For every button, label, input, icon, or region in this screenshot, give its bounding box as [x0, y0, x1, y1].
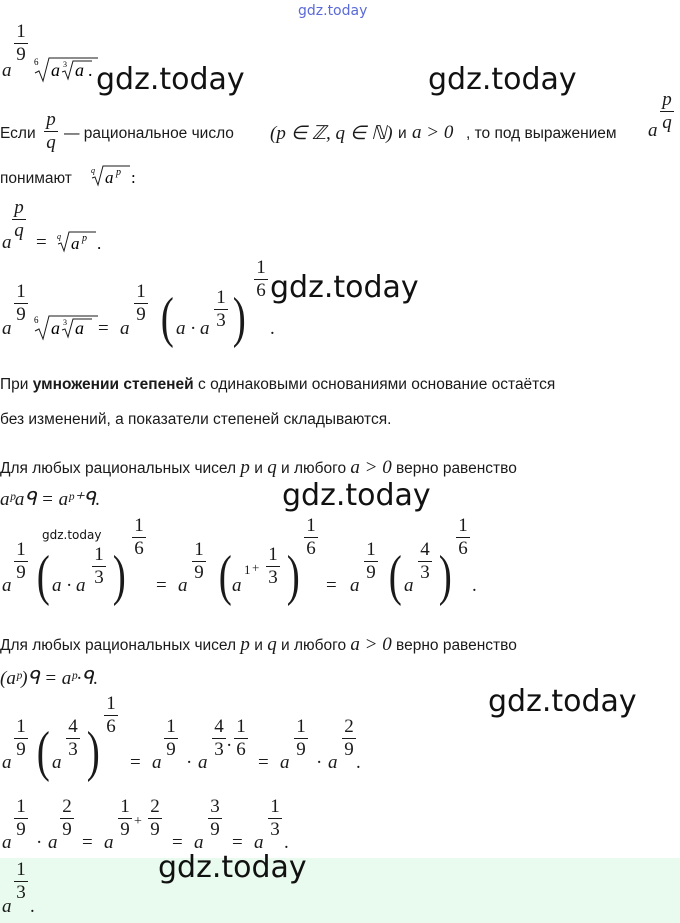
equals-sign: = [98, 318, 109, 339]
watermark: gdz.today [428, 62, 577, 97]
nested-root-expression [32, 55, 102, 88]
svg-text:q: q [91, 166, 95, 175]
fraction-1-9: 1 9 [14, 717, 28, 760]
fraction-1-3: 1 3 [14, 860, 28, 903]
math-a: a [52, 752, 62, 773]
math-a: a [152, 752, 162, 773]
period: . [30, 896, 35, 917]
left-paren: ( [218, 545, 232, 607]
fraction-1-6: 1 6 [304, 516, 318, 559]
math-a: a [2, 752, 12, 773]
svg-text:a: a [75, 318, 84, 338]
math-a: a [176, 318, 186, 339]
dot-operator: · [190, 318, 197, 339]
fraction-1-6: 1 6 [234, 717, 248, 760]
dot-operator: · [186, 752, 193, 773]
svg-text:p: p [82, 233, 87, 244]
left-paren: ( [160, 287, 174, 349]
fraction-1-9: 1 9 [192, 540, 206, 583]
svg-text:3: 3 [63, 318, 67, 327]
math-a: a [200, 318, 210, 339]
math-a: a [48, 832, 58, 853]
fraction-4-3: 4 3 [66, 717, 80, 760]
math-a: a [2, 575, 12, 596]
svg-text:q: q [57, 232, 61, 241]
para-text: и [398, 125, 407, 142]
math-a: a [232, 575, 242, 596]
fraction-1-9: 1 9 [14, 540, 28, 583]
equals-sign: = [156, 575, 167, 596]
para-text: Если [0, 125, 36, 142]
fraction-1-9: 1 9 [14, 282, 28, 325]
svg-text:a: a [105, 168, 114, 187]
watermark: gdz.today [96, 62, 245, 97]
math-a: a [648, 120, 658, 141]
fraction-2-9: 2 9 [60, 797, 74, 840]
nested-root-expression [32, 313, 102, 346]
svg-text:a: a [51, 60, 60, 80]
svg-text::: : [131, 168, 136, 187]
fraction-4-3: 4 3 [418, 540, 432, 583]
right-paren: ) [286, 545, 300, 607]
right-paren: ) [112, 545, 126, 607]
watermark: gdz.today [270, 270, 419, 305]
para-text: без изменений, а показатели степеней складываются. [0, 411, 392, 428]
math-a: a [254, 832, 264, 853]
math-a: a [178, 575, 188, 596]
right-paren: ) [438, 545, 452, 607]
math-a: a [76, 575, 86, 596]
fraction-1-6: 1 6 [104, 694, 118, 737]
answer-highlight [0, 858, 680, 923]
fraction-3-9: 3 9 [208, 797, 222, 840]
math-a: a [280, 752, 290, 773]
equals-sign: = [172, 832, 183, 853]
math-a: a [2, 232, 12, 253]
equals-sign: = [36, 232, 47, 253]
left-paren: ( [36, 721, 50, 783]
equals-sign: = [326, 575, 337, 596]
fraction-1-3: 1 3 [268, 797, 282, 840]
svg-text:p: p [116, 167, 121, 178]
para-text: понимают [0, 170, 72, 187]
identity-product: aᵖaᑫ = aᵖ⁺ᑫ. [0, 489, 101, 510]
fraction-p-q: p q [660, 90, 674, 133]
watermark-small: gdz.today [42, 528, 102, 542]
para-text: , то под выражением [466, 125, 617, 142]
fraction-2-9: 2 9 [342, 717, 356, 760]
svg-text:3: 3 [63, 60, 67, 69]
root-q-a-p [56, 229, 106, 258]
svg-text:a: a [51, 318, 60, 338]
svg-text:.: . [88, 60, 93, 80]
para-text: Для любых рациональных чисел p и q и любого a > 0 верно равенство [0, 634, 517, 655]
plus-sign: + [252, 560, 260, 575]
svg-text:6: 6 [34, 315, 39, 325]
left-paren: ( [388, 545, 402, 607]
math-a: a [328, 752, 338, 773]
period: . [356, 752, 361, 773]
math-a: a [198, 752, 208, 773]
math-a: a [2, 832, 12, 853]
math-a: a [120, 318, 130, 339]
plus-sign: + [134, 814, 142, 829]
math-a: a [2, 318, 12, 339]
fraction-1-9: 1 9 [134, 282, 148, 325]
fraction-1-3: 1 3 [92, 545, 106, 588]
watermark-top: gdz.today [298, 3, 368, 19]
fraction-4-3: 4 3 [212, 717, 226, 760]
dot-operator: · [36, 832, 43, 853]
fraction-1-9: 1 9 [14, 22, 28, 65]
math-set-condition: (p ∈ ℤ, q ∈ ℕ) [270, 123, 393, 144]
para-text: — рациональное число [64, 125, 234, 142]
equals-sign: = [130, 752, 141, 773]
fraction-1-9: 1 9 [14, 797, 28, 840]
fraction-1-3: 1 3 [266, 545, 280, 588]
fraction-2-9: 2 9 [148, 797, 162, 840]
left-paren: ( [36, 545, 50, 607]
dot-operator: · [66, 575, 73, 596]
fraction-1-6: 1 6 [254, 258, 268, 301]
fraction-1-3: 1 3 [214, 288, 228, 331]
svg-text:6: 6 [34, 57, 39, 67]
fraction-1-9: 1 9 [118, 797, 132, 840]
fraction-1-6: 1 6 [456, 516, 470, 559]
math-a: a [194, 832, 204, 853]
math-a: a [350, 575, 360, 596]
right-paren: ) [232, 287, 246, 349]
fraction-p-q: p q [12, 198, 26, 241]
svg-text:a: a [75, 60, 84, 80]
equals-sign: = [232, 832, 243, 853]
fraction-p-q: p q [44, 110, 58, 153]
identity-power: (aᵖ)ᑫ = aᵖ·ᑫ. [0, 668, 99, 689]
svg-text:a: a [71, 234, 80, 253]
svg-text:.: . [97, 234, 102, 253]
root-q-a-p [90, 163, 140, 192]
equals-sign: = [258, 752, 269, 773]
para-text: При умножении степеней с одинаковыми основаниями основание остаётся [0, 376, 556, 393]
math-a: a [52, 575, 62, 596]
period: . [284, 832, 289, 853]
period: . [472, 575, 477, 596]
math-a: a [104, 832, 114, 853]
para-text: Для любых рациональных чисел p и q и любого a > 0 верно равенство [0, 457, 517, 478]
dot-operator: · [316, 752, 323, 773]
fraction-1-9: 1 9 [294, 717, 308, 760]
fraction-1-6: 1 6 [132, 516, 146, 559]
right-paren: ) [86, 721, 100, 783]
period: . [270, 318, 275, 339]
equals-sign: = [82, 832, 93, 853]
watermark: gdz.today [488, 684, 637, 719]
math-a-gt-0: a > 0 [412, 122, 454, 143]
watermark: gdz.today [158, 850, 307, 885]
watermark: gdz.today [282, 478, 431, 513]
fraction-1-9: 1 9 [364, 540, 378, 583]
math-a: a [2, 60, 12, 81]
dot-operator: · [226, 735, 233, 756]
fraction-1-9: 1 9 [164, 717, 178, 760]
math-a: a [404, 575, 414, 596]
math-a: a [2, 896, 12, 917]
exponent-one: 1 [244, 562, 251, 577]
